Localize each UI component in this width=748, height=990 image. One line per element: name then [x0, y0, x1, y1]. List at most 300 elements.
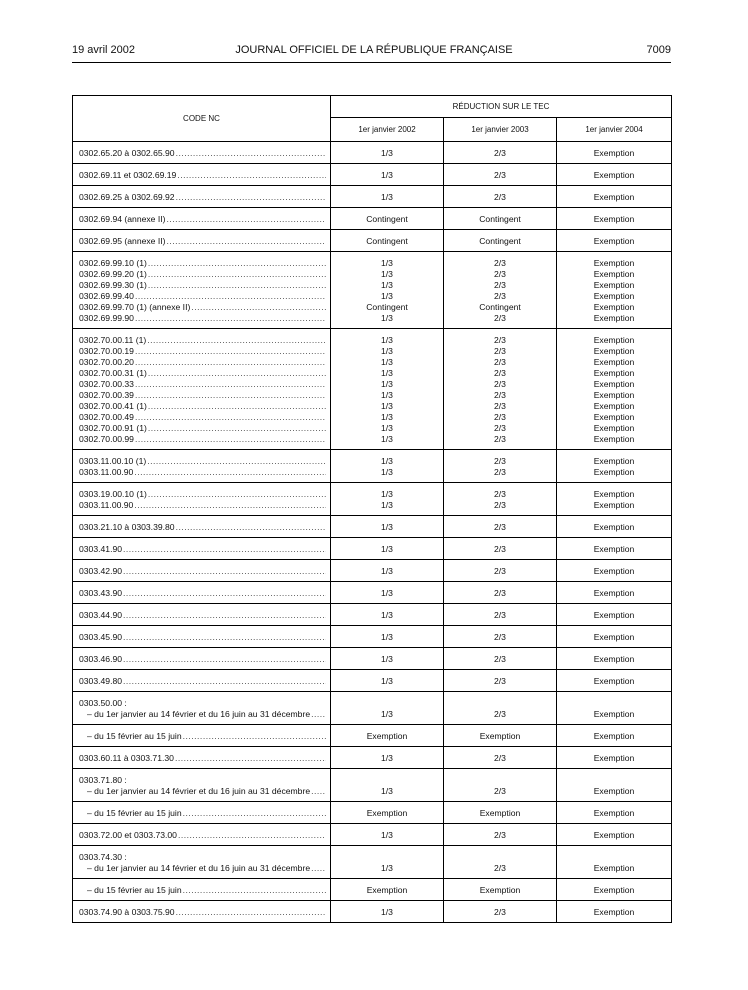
value-cell-2003 [444, 483, 557, 516]
nc-code-text: 0302.70.00.41 (1) [79, 401, 147, 411]
reduction-value: Exemption [366, 731, 408, 741]
table-header [73, 96, 672, 142]
nc-code [73, 434, 330, 445]
nc-code [73, 709, 330, 720]
reduction-value: Contingent [366, 214, 408, 224]
reduction-value: 1/3 [381, 489, 393, 499]
reduction-value: 2/3 [494, 412, 506, 422]
nc-code-text: 0303.46.90 [79, 654, 123, 664]
reduction-value: Exemption [593, 753, 635, 763]
reduction-value [444, 852, 556, 863]
table-row-group [73, 670, 672, 692]
dot-leader [183, 808, 326, 819]
code-cell [73, 824, 331, 846]
table-row-group [73, 252, 672, 329]
page-number: 7009 [646, 44, 671, 56]
reduction-value: Contingent [479, 302, 521, 312]
value-cell-2003 [444, 164, 557, 186]
code-cell [73, 692, 331, 725]
reduction-value: 2/3 [494, 907, 506, 917]
dot-leader [135, 379, 326, 390]
nc-code [73, 148, 330, 159]
nc-code [73, 456, 330, 467]
value-cell-2002 [331, 747, 444, 769]
journal-title: JOURNAL OFFICIEL DE LA RÉPUBLIQUE FRANÇAISE [235, 44, 513, 56]
value-cell-2004 [557, 901, 672, 923]
nc-code [73, 731, 330, 742]
code-cell [73, 670, 331, 692]
nc-code-text: 0302.69.99.40 [79, 291, 134, 301]
reduction-value: Exemption [593, 731, 635, 741]
code-cell [73, 329, 331, 450]
dot-leader [135, 291, 326, 302]
reduction-value: Exemption [593, 379, 635, 389]
dot-leader [166, 236, 326, 247]
dot-leader [148, 258, 326, 269]
nc-code-text: 0302.69.99.30 (1) [79, 280, 147, 290]
dot-leader [134, 467, 326, 478]
dot-leader [123, 544, 326, 555]
table-row-group [73, 802, 672, 824]
reduction-value: Exemption [593, 467, 635, 477]
dot-leader [176, 148, 326, 159]
dot-leader [135, 357, 326, 368]
value-cell-2004 [557, 142, 672, 164]
table-row-group [73, 142, 672, 164]
dot-leader [183, 885, 326, 896]
reduction-value: 1/3 [381, 379, 393, 389]
reduction-value: Contingent [479, 214, 521, 224]
value-cell-2003 [444, 692, 557, 725]
reduction-value: 1/3 [381, 467, 393, 477]
nc-code-text: 0302.70.00.19 [79, 346, 134, 356]
value-cell-2002 [331, 230, 444, 252]
value-cell-2004 [557, 208, 672, 230]
nc-code-text: 0303.11.00.90 [79, 500, 134, 510]
table-row-group [73, 516, 672, 538]
nc-code [73, 654, 330, 665]
code-cell [73, 164, 331, 186]
code-cell [73, 582, 331, 604]
value-cell-2003 [444, 604, 557, 626]
reduction-value: Exemption [593, 863, 635, 873]
value-cell-2002 [331, 846, 444, 879]
nc-code-text: 0302.65.20 à 0302.65.90 [79, 148, 175, 158]
reduction-value: 2/3 [494, 335, 506, 345]
code-cell [73, 901, 331, 923]
nc-code [73, 544, 330, 555]
reduction-value: Exemption [593, 401, 635, 411]
value-cell-2004 [557, 747, 672, 769]
value-cell-2004 [557, 725, 672, 747]
nc-code [73, 236, 330, 247]
nc-code-text: 0303.41.90 [79, 544, 123, 554]
reduction-value: 2/3 [494, 148, 506, 158]
nc-code [73, 830, 330, 841]
nc-code-text: 0302.69.25 à 0302.69.92 [79, 192, 175, 202]
table-row-group [73, 208, 672, 230]
code-cell [73, 725, 331, 747]
reduction-value: 2/3 [494, 269, 506, 279]
value-cell-2003 [444, 648, 557, 670]
nc-code [73, 401, 330, 412]
reduction-value: 2/3 [494, 676, 506, 686]
nc-code [73, 291, 330, 302]
header-rule [72, 62, 671, 63]
value-cell-2004 [557, 329, 672, 450]
value-cell-2002 [331, 692, 444, 725]
reduction-value: 2/3 [494, 313, 506, 323]
reduction-value: 2/3 [494, 709, 506, 719]
reduction-value: 2/3 [494, 566, 506, 576]
reduction-value: Exemption [593, 610, 635, 620]
reduction-value: 2/3 [494, 467, 506, 477]
year-header-2002: 1er janvier 2002 [331, 118, 444, 142]
value-cell-2002 [331, 516, 444, 538]
value-cell-2002 [331, 725, 444, 747]
nc-code [73, 522, 330, 533]
dot-leader [147, 335, 326, 346]
nc-code [73, 610, 330, 621]
code-cell [73, 769, 331, 802]
value-cell-2002 [331, 142, 444, 164]
table-row-group [73, 879, 672, 901]
reduction-value: Exemption [593, 313, 635, 323]
nc-code [73, 192, 330, 203]
nc-code-text: 0302.70.00.20 [79, 357, 134, 367]
value-cell-2003 [444, 802, 557, 824]
nc-code-text: – du 1er janvier au 14 février et du 16 juin au 31 décembre [87, 786, 311, 796]
reduction-value: Exemption [593, 632, 635, 642]
reduction-value: 1/3 [381, 522, 393, 532]
reduction-value: 1/3 [381, 863, 393, 873]
reduction-value: 1/3 [381, 357, 393, 367]
reduction-value: Exemption [479, 731, 521, 741]
code-cell [73, 604, 331, 626]
nc-code-text: 0302.70.00.11 (1) [79, 335, 147, 345]
reduction-value: 1/3 [381, 500, 393, 510]
nc-code [73, 269, 330, 280]
value-cell-2002 [331, 824, 444, 846]
nc-code [73, 588, 330, 599]
reduction-value: 1/3 [381, 401, 393, 411]
reduction-value: 2/3 [494, 654, 506, 664]
nc-code [73, 423, 330, 434]
reduction-value: Exemption [593, 192, 635, 202]
dot-leader [176, 192, 326, 203]
nc-code [73, 346, 330, 357]
dot-leader [178, 830, 326, 841]
reduction-value: 2/3 [494, 423, 506, 433]
table-row-group [73, 901, 672, 923]
nc-code [73, 357, 330, 368]
value-cell-2002 [331, 560, 444, 582]
reduction-value: 1/3 [381, 412, 393, 422]
value-cell-2002 [331, 483, 444, 516]
reduction-value: Exemption [479, 808, 521, 818]
value-cell-2004 [557, 648, 672, 670]
dot-leader [148, 423, 326, 434]
reduction-value: Exemption [593, 500, 635, 510]
value-cell-2004 [557, 483, 672, 516]
reduction-value: 1/3 [381, 258, 393, 268]
nc-code-text: – du 1er janvier au 14 février et du 16 juin au 31 décembre [87, 709, 311, 719]
reduction-value: Exemption [593, 236, 635, 246]
table-row-group [73, 824, 672, 846]
value-cell-2002 [331, 252, 444, 329]
nc-code [73, 808, 330, 819]
reduction-value: 2/3 [494, 434, 506, 444]
table-body [73, 142, 672, 923]
table-row-group [73, 450, 672, 483]
value-cell-2003 [444, 450, 557, 483]
reduction-value: Exemption [593, 412, 635, 422]
reduction-value [557, 775, 671, 786]
reduction-header: RÉDUCTION SUR LE TEC [331, 96, 672, 118]
reduction-value: 1/3 [381, 676, 393, 686]
reduction-value: 1/3 [381, 654, 393, 664]
reduction-value: 2/3 [494, 368, 506, 378]
value-cell-2003 [444, 769, 557, 802]
table-row-group [73, 483, 672, 516]
nc-code-text: 0303.74.90 à 0303.75.90 [79, 907, 175, 917]
reduction-value: Exemption [593, 489, 635, 499]
nc-code-text: 0302.70.00.33 [79, 379, 134, 389]
reduction-value [331, 775, 443, 786]
reduction-value: Exemption [593, 907, 635, 917]
value-cell-2003 [444, 538, 557, 560]
reduction-value: Exemption [593, 808, 635, 818]
year-header-2003: 1er janvier 2003 [444, 118, 557, 142]
dot-leader [135, 390, 326, 401]
reduction-value [331, 852, 443, 863]
nc-code-text: 0302.70.00.49 [79, 412, 134, 422]
value-cell-2004 [557, 560, 672, 582]
value-cell-2002 [331, 802, 444, 824]
reduction-value: Exemption [593, 335, 635, 345]
nc-code [73, 753, 330, 764]
dot-leader [175, 753, 326, 764]
reduction-value: 2/3 [494, 170, 506, 180]
reduction-value: 1/3 [381, 148, 393, 158]
value-cell-2002 [331, 626, 444, 648]
reduction-value: 1/3 [381, 786, 393, 796]
reduction-value: Exemption [593, 148, 635, 158]
value-cell-2004 [557, 582, 672, 604]
year-header-2004: 1er janvier 2004 [557, 118, 672, 142]
dot-leader [183, 731, 326, 742]
value-cell-2002 [331, 769, 444, 802]
value-cell-2003 [444, 582, 557, 604]
value-cell-2004 [557, 230, 672, 252]
reduction-value: 1/3 [381, 434, 393, 444]
dot-leader [311, 709, 326, 720]
value-cell-2004 [557, 450, 672, 483]
value-cell-2003 [444, 142, 557, 164]
table-row-group [73, 186, 672, 208]
reduction-value: 1/3 [381, 170, 393, 180]
dot-leader [134, 500, 326, 511]
code-cell [73, 538, 331, 560]
reduction-value: Exemption [593, 423, 635, 433]
dot-leader [148, 368, 326, 379]
reduction-value: Exemption [593, 709, 635, 719]
value-cell-2004 [557, 626, 672, 648]
reduction-value: 2/3 [494, 610, 506, 620]
table-row-group [73, 604, 672, 626]
reduction-value: Exemption [593, 588, 635, 598]
reduction-value: 1/3 [381, 830, 393, 840]
reduction-value: 1/3 [381, 610, 393, 620]
code-cell [73, 879, 331, 901]
reduction-value: Exemption [593, 280, 635, 290]
reduction-value: 1/3 [381, 632, 393, 642]
nc-code-text: 0302.69.99.10 (1) [79, 258, 147, 268]
nc-code-text: – du 15 février au 15 juin [87, 885, 182, 895]
reduction-value: 2/3 [494, 753, 506, 763]
dot-leader [176, 522, 326, 533]
reduction-value: 2/3 [494, 863, 506, 873]
dot-leader [123, 610, 326, 621]
nc-code-text: 0302.69.99.20 (1) [79, 269, 147, 279]
value-cell-2004 [557, 879, 672, 901]
code-cell [73, 186, 331, 208]
value-cell-2004 [557, 846, 672, 879]
nc-code [73, 500, 330, 511]
reduction-value: Exemption [593, 390, 635, 400]
dot-leader [177, 170, 326, 181]
table-row-group [73, 725, 672, 747]
value-cell-2004 [557, 604, 672, 626]
value-cell-2003 [444, 186, 557, 208]
nc-code [73, 258, 330, 269]
reduction-value: 1/3 [381, 753, 393, 763]
reduction-value: 2/3 [494, 830, 506, 840]
table-row-group [73, 626, 672, 648]
nc-code [73, 390, 330, 401]
dot-leader [311, 863, 326, 874]
value-cell-2003 [444, 560, 557, 582]
reduction-value: Exemption [593, 654, 635, 664]
dot-leader [135, 313, 326, 324]
reduction-value: 2/3 [494, 258, 506, 268]
nc-code [73, 313, 330, 324]
code-cell [73, 483, 331, 516]
reduction-value: Exemption [593, 258, 635, 268]
value-cell-2003 [444, 901, 557, 923]
value-cell-2004 [557, 186, 672, 208]
value-cell-2002 [331, 648, 444, 670]
code-cell [73, 230, 331, 252]
dot-leader [135, 434, 326, 445]
dot-leader [123, 588, 326, 599]
value-cell-2002 [331, 450, 444, 483]
reduction-value: 1/3 [381, 423, 393, 433]
nc-code-text: 0303.21.10 à 0303.39.80 [79, 522, 175, 532]
reduction-value: Exemption [366, 885, 408, 895]
reduction-value: 1/3 [381, 368, 393, 378]
value-cell-2002 [331, 582, 444, 604]
code-cell [73, 450, 331, 483]
dot-leader [176, 907, 326, 918]
nc-code-text: 0302.69.11 et 0302.69.19 [79, 170, 177, 180]
nc-code-text: 0302.69.94 (annexe II) [79, 214, 166, 224]
reduction-value: Exemption [593, 885, 635, 895]
nc-code [73, 467, 330, 478]
value-cell-2003 [444, 230, 557, 252]
reduction-value: 2/3 [494, 522, 506, 532]
code-cell [73, 802, 331, 824]
reduction-value [557, 852, 671, 863]
reduction-value: 1/3 [381, 544, 393, 554]
value-cell-2002 [331, 538, 444, 560]
nc-code-text: 0303.42.90 [79, 566, 123, 576]
reduction-value: Exemption [479, 885, 521, 895]
dot-leader [191, 302, 326, 313]
nc-code [73, 907, 330, 918]
nc-code [73, 368, 330, 379]
table-row-group [73, 846, 672, 879]
value-cell-2004 [557, 516, 672, 538]
nc-code-text: 0302.69.95 (annexe II) [79, 236, 166, 246]
reduction-value: 2/3 [494, 786, 506, 796]
reduction-value [444, 775, 556, 786]
value-cell-2003 [444, 329, 557, 450]
value-cell-2003 [444, 824, 557, 846]
nc-code-text: 0302.70.00.99 [79, 434, 134, 444]
dot-leader [148, 489, 326, 500]
value-cell-2003 [444, 846, 557, 879]
nc-code [73, 302, 330, 313]
nc-code-text: 0302.70.00.31 (1) [79, 368, 147, 378]
dot-leader [123, 566, 326, 577]
value-cell-2004 [557, 802, 672, 824]
nc-code: 0303.74.30 : [79, 852, 127, 862]
nc-code-text: 0303.11.00.90 [79, 467, 134, 477]
code-cell [73, 252, 331, 329]
reduction-value: 2/3 [494, 280, 506, 290]
reduction-value: 2/3 [494, 379, 506, 389]
reduction-value: Exemption [593, 830, 635, 840]
value-cell-2002 [331, 604, 444, 626]
reduction-value: 2/3 [494, 588, 506, 598]
nc-code [73, 214, 330, 225]
reduction-value: Exemption [593, 346, 635, 356]
reduction-value: 1/3 [381, 335, 393, 345]
nc-code-text: 0303.19.00.10 (1) [79, 489, 147, 499]
reduction-value: 2/3 [494, 489, 506, 499]
value-cell-2004 [557, 164, 672, 186]
reduction-value [557, 698, 671, 709]
nc-code-text: 0302.70.00.39 [79, 390, 134, 400]
reduction-value: 2/3 [494, 357, 506, 367]
nc-code-text: 0302.69.99.70 (1) (annexe II) [79, 302, 191, 312]
table-row-group [73, 582, 672, 604]
nc-code-text: 0303.45.90 [79, 632, 123, 642]
reduction-value: Contingent [366, 236, 408, 246]
table-row-group [73, 230, 672, 252]
code-cell [73, 208, 331, 230]
code-cell [73, 560, 331, 582]
value-cell-2004 [557, 769, 672, 802]
reduction-value: 2/3 [494, 500, 506, 510]
table-row-group [73, 329, 672, 450]
reduction-value: 1/3 [381, 313, 393, 323]
code-cell [73, 516, 331, 538]
value-cell-2003 [444, 626, 557, 648]
value-cell-2004 [557, 538, 672, 560]
reduction-value: Exemption [593, 302, 635, 312]
